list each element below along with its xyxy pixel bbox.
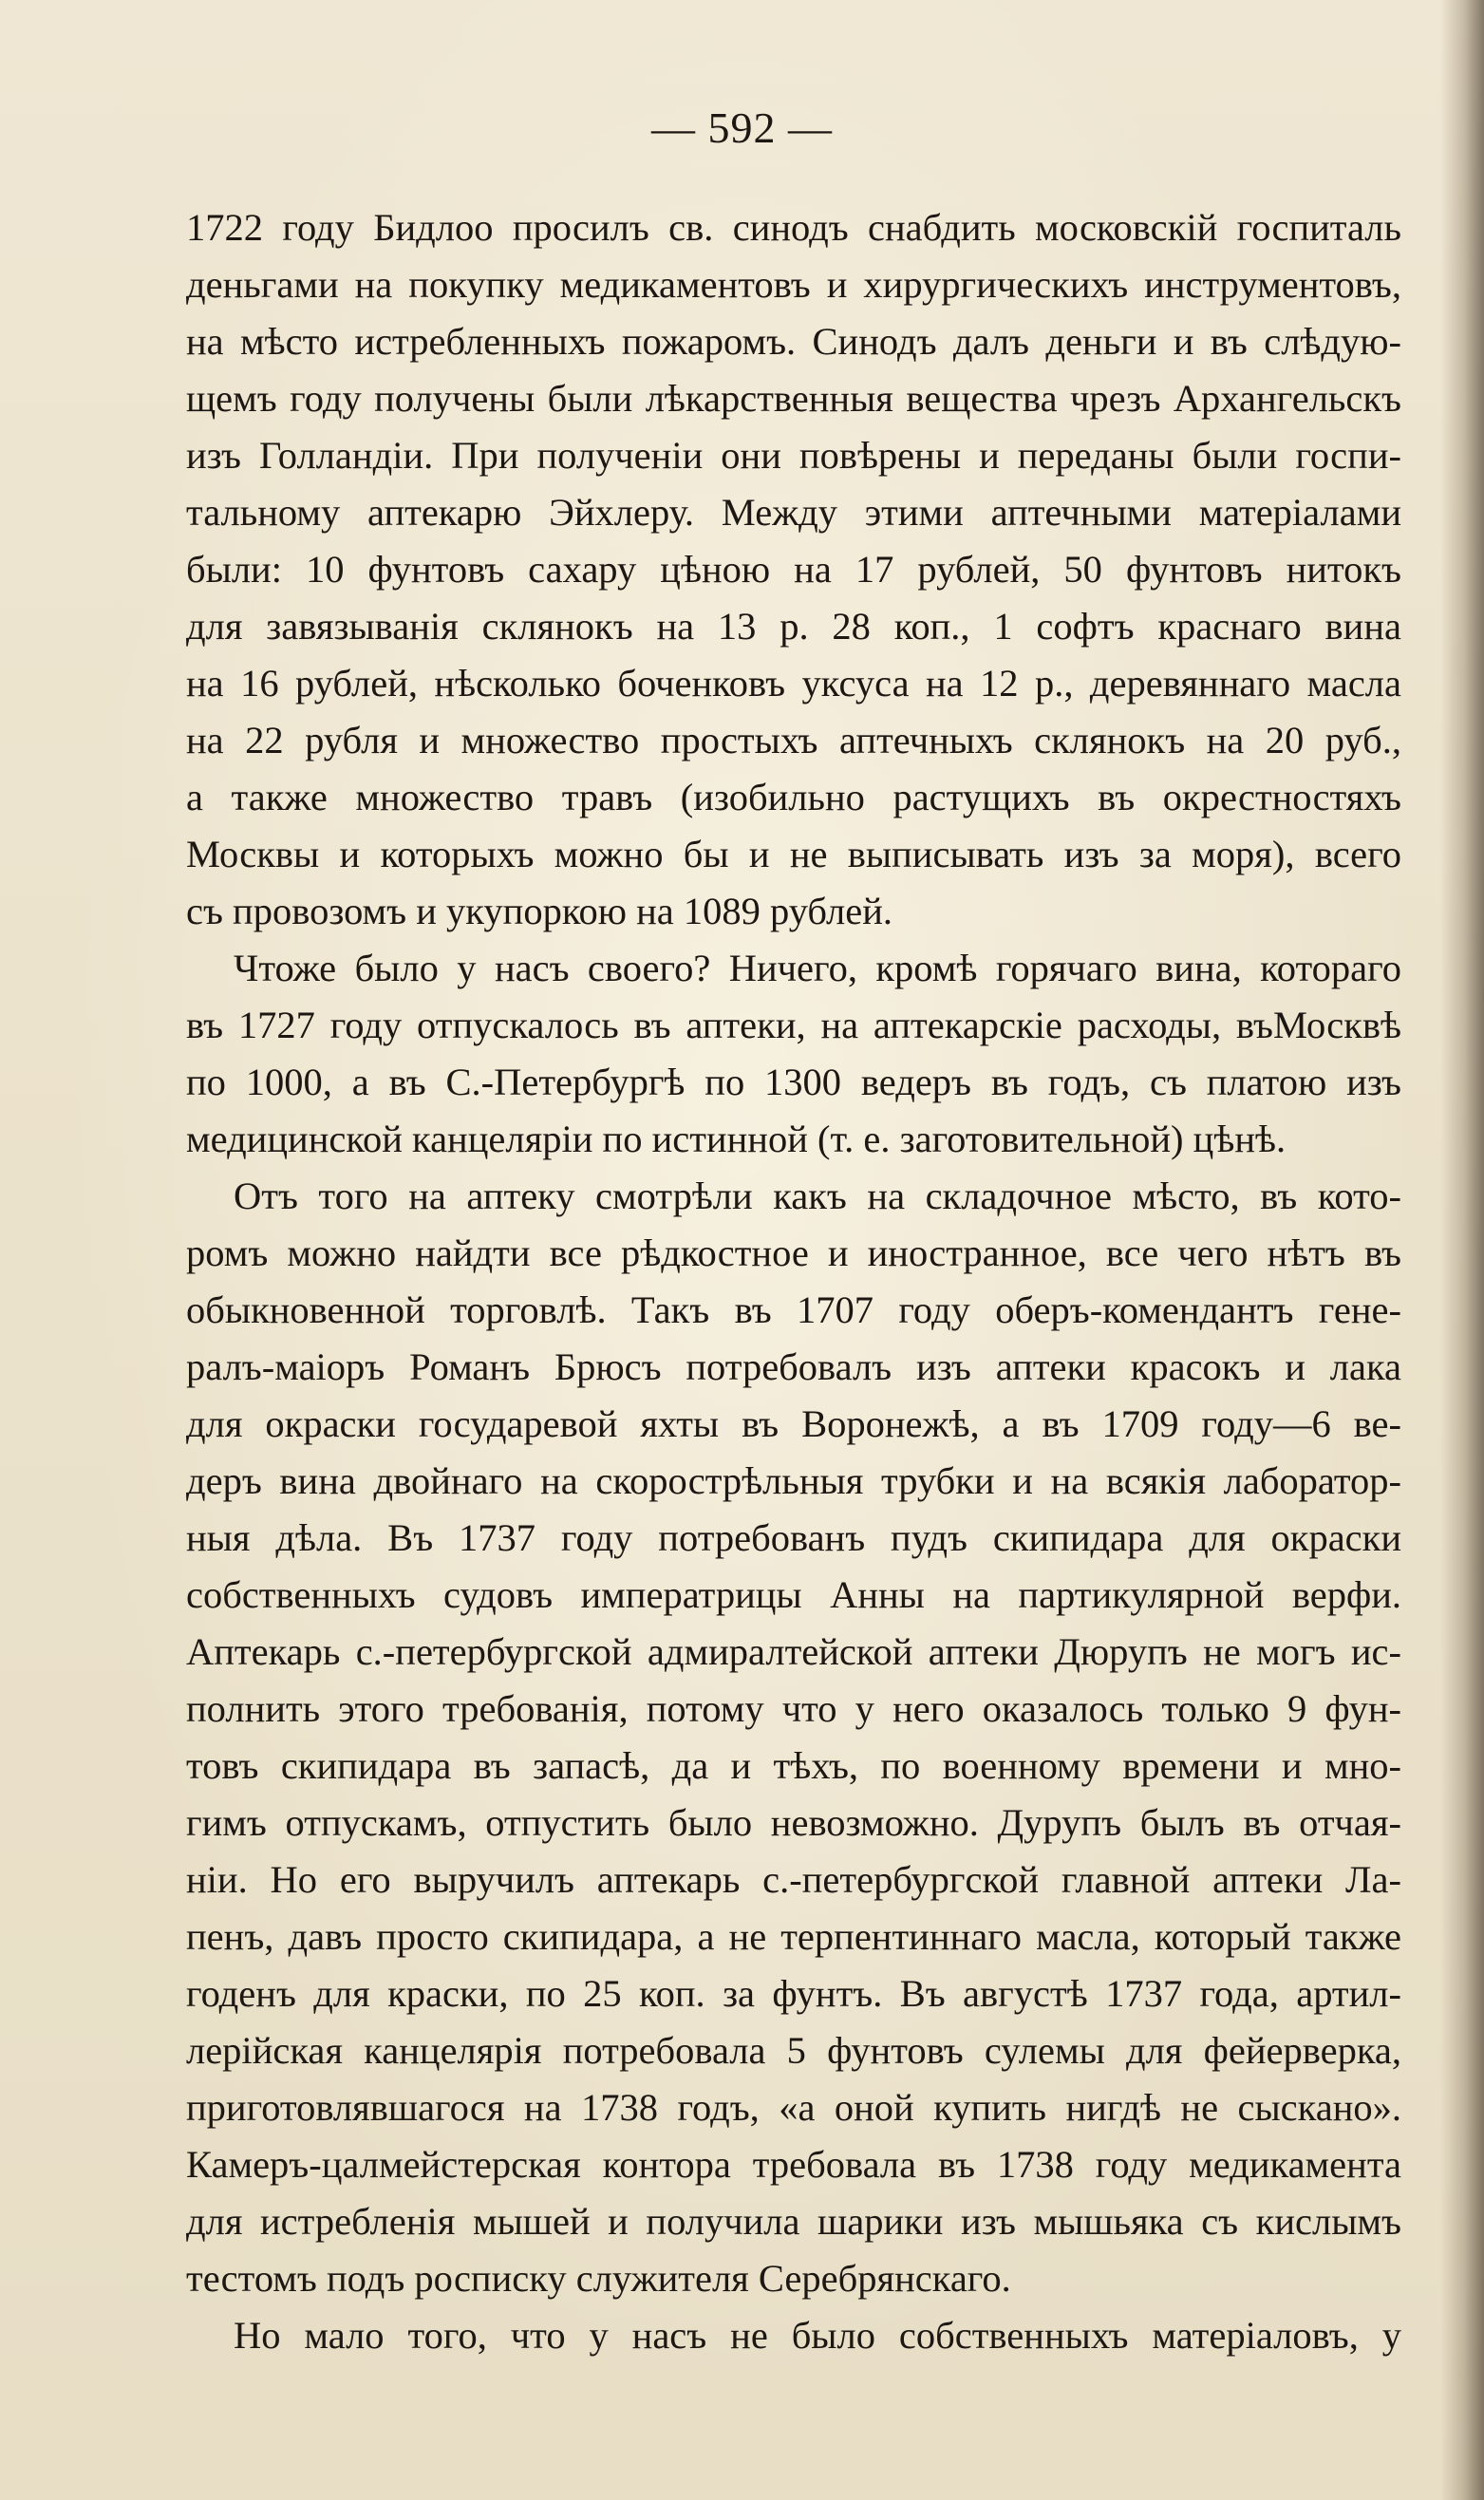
text-line: приготовлявшагося на 1738 годъ, «а оной купить нигдѣ не сыскано». (186, 2086, 1401, 2129)
text-line: пенъ, давъ просто скипидара, а не терпентиннаго масла, который также (186, 1915, 1401, 1958)
text-line: для окраски государевой яхты въ Воронежѣ, а въ 1709 году—6 ве- (186, 1402, 1401, 1445)
text-line: Чтоже было у насъ своего? Ничего, кромѣ горячаго вина, котораго (234, 947, 1401, 989)
text-line: ралъ-маіоръ Романъ Брюсъ потребовалъ изъ аптеки красокъ и лака (186, 1345, 1401, 1388)
page-edge-shadow (1440, 0, 1484, 2500)
text-line: изъ Голландіи. При полученіи они повѣрены и переданы были госпи- (186, 434, 1401, 477)
text-line: для истребленія мышей и получила шарики изъ мышьяка съ кислымъ (186, 2200, 1401, 2243)
text-line: тестомъ подъ росписку служителя Серебрянскаго. (186, 2257, 1011, 2300)
text-line: годенъ для краски, по 25 коп. за фунтъ. Въ августѣ 1737 года, артил- (186, 1972, 1401, 2015)
text-line: ніи. Но его выручилъ аптекарь с.-петербургской главной аптеки Ла- (186, 1858, 1401, 1901)
text-line: въ 1727 году отпускалось въ аптеки, на аптекарскіе расходы, въМосквѣ (186, 1004, 1401, 1046)
text-line: полнить этого требованія, потому что у него оказалось только 9 фун- (186, 1687, 1401, 1730)
text-line: по 1000, а въ С.-Петербургѣ по 1300 ведеръ въ годъ, съ платою изъ (186, 1061, 1401, 1103)
text-line: Камеръ-цалмейстерская контора требовала въ 1738 году медикамента (186, 2143, 1401, 2186)
text-line: собственныхъ судовъ императрицы Анны на партикулярной верфи. (186, 1573, 1401, 1616)
text-line: ныя дѣла. Въ 1737 году потребованъ пудъ скипидара для окраски (186, 1516, 1401, 1559)
body-text (186, 199, 1401, 2364)
text-line: обыкновенной торговлѣ. Такъ въ 1707 году оберъ-комендантъ гене- (186, 1288, 1401, 1331)
text-line: товъ скипидара въ запасѣ, да и тѣхъ, по военному времени и мно- (186, 1744, 1401, 1787)
text-line: на 16 рублей, нѣсколько боченковъ уксуса на 12 р., деревяннаго масла (186, 662, 1401, 705)
text-line: Отъ того на аптеку смотрѣли какъ на складочное мѣсто, въ кото- (234, 1175, 1401, 1217)
text-line: на 22 рубля и множество простыхъ аптечныхъ склянокъ на 20 руб., (186, 719, 1401, 761)
text-line: лерійская канцелярія потребовала 5 фунтовъ сулемы для фейерверка, (186, 2029, 1401, 2072)
text-line: ромъ можно найдти все рѣдкостное и иностранное, все чего нѣтъ въ (186, 1231, 1401, 1274)
text-line: медицинской канцеляріи по истинной (т. е. заготовительной) цѣнѣ. (186, 1118, 1287, 1160)
text-line: 1722 году Бидлоо просилъ св. синодъ снабдить московскій госпиталь (186, 206, 1401, 249)
text-line: гимъ отпускамъ, отпустить было невозможно. Дурупъ былъ въ отчая- (186, 1801, 1401, 1844)
page-number: — 592 — (651, 103, 833, 152)
text-line: щемъ году получены были лѣкарственныя вещества чрезъ Архангельскъ (186, 377, 1401, 420)
text-line: съ провозомъ и укупоркою на 1089 рублей. (186, 890, 892, 932)
text-line: Но мало того, что у насъ не было собственныхъ матеріаловъ, у (234, 2314, 1401, 2357)
text-line: Москвы и которыхъ можно бы и не выписывать изъ за моря), всего (186, 833, 1401, 875)
text-line: тальному аптекарю Эйхлеру. Между этими аптечными матеріалами (186, 491, 1401, 534)
text-line: для завязыванія склянокъ на 13 р. 28 коп., 1 софтъ краснаго вина (186, 605, 1401, 648)
text-line: были: 10 фунтовъ сахару цѣною на 17 рублей, 50 фунтовъ нитокъ (186, 548, 1401, 591)
text-line: на мѣсто истребленныхъ пожаромъ. Синодъ далъ деньги и въ слѣдую- (186, 320, 1401, 363)
text-line: деньгами на покупку медикаментовъ и хирургическихъ инструментовъ, (186, 263, 1401, 306)
text-line: Аптекарь с.-петербургской адмиралтейской аптеки Дюрупъ не могъ ис- (186, 1630, 1401, 1673)
text-line: а также множество травъ (изобильно растущихъ въ окрестностяхъ (186, 776, 1401, 818)
text-line: деръ вина двойнаго на скорострѣльныя трубки и на всякія лаборатор- (186, 1459, 1401, 1502)
